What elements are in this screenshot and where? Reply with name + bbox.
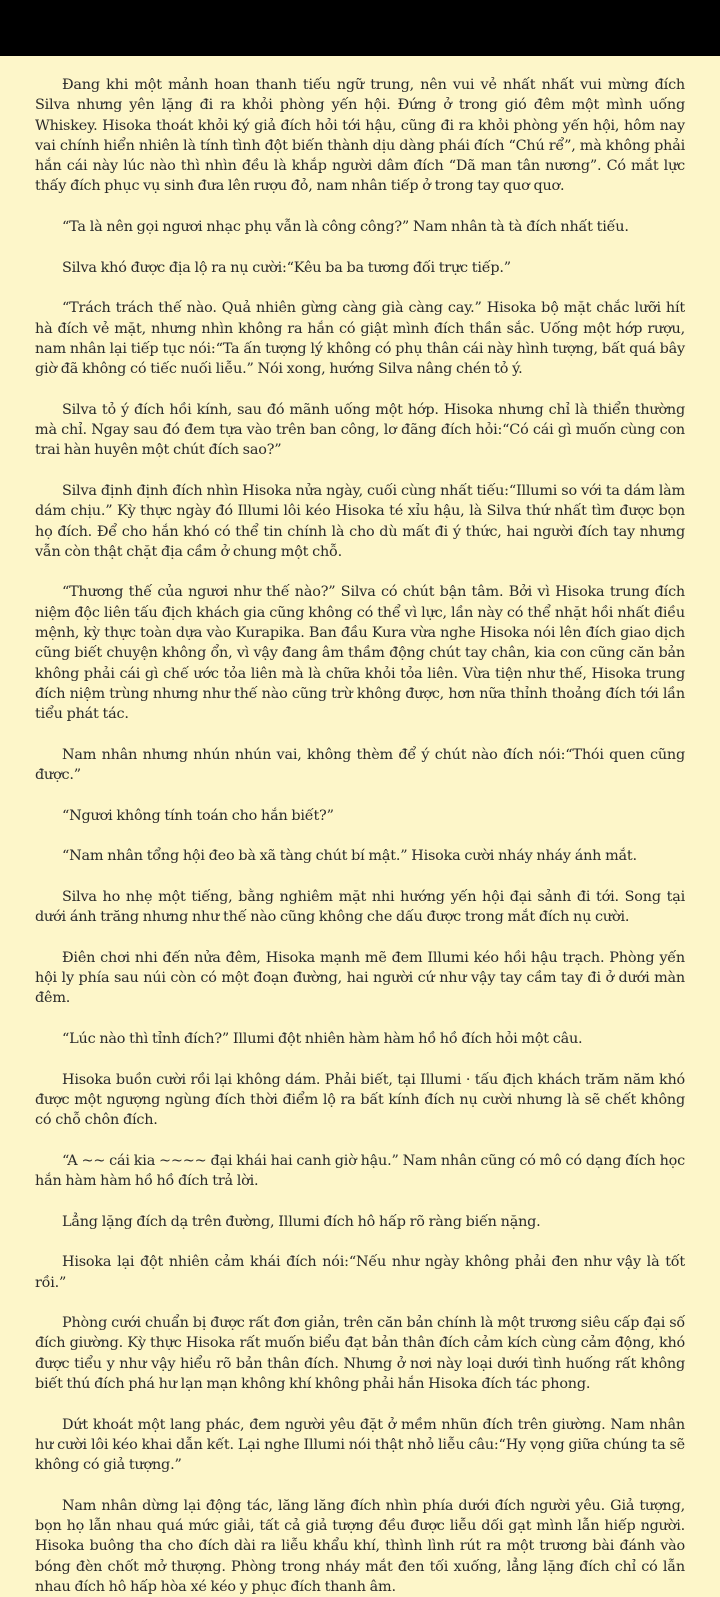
paragraph: “A ~~ cái kia ~~~~ đại khái hai canh giờ hậu.” Nam nhân cũng có mô có dạng đích học hắn hàm hàm hồ hồ đích trả lời. xyxy=(35,1152,685,1190)
paragraph: Phòng cưới chuẩn bị được rất đơn giản, trên căn bản chính là một trương siêu cấp đại số đích giường. Kỳ thực Hisoka rất muốn biểu đạt bản thân đích cảm kích cùng cảm động, khó được tiểu y như vậy hiểu rõ bản thân đích. Nhưng ở nơi này loại dưới tình huống rất không biết thú đích phá hư lạn mạn không khí không phải hắn Hisoka đích tác phong. xyxy=(35,1315,685,1392)
paragraph: Silva ho nhẹ một tiếng, bằng nghiêm mặt nhi hướng yến hội đại sảnh đi tới. Song tại dưới ánh trăng nhưng như thế nào cũng không che dấu được trong mắt đích nụ cười. xyxy=(35,888,685,926)
paragraph: Silva khó được địa lộ ra nụ cười:“Kêu ba ba tương đối trực tiếp.” xyxy=(62,259,511,276)
paragraph: Silva định định đích nhìn Hisoka nửa ngày, cuối cùng nhất tiếu:“Illumi so với ta dám làm dám chịu.” Kỳ thực ngày đó Illumi lôi kéo Hisoka té xỉu hậu, là Silva thứ nhất tìm được bọn họ đích. Để cho hắn khó có thể tin chính là cho dù mất đi ý thức, hai người đích tay nhưng vẫn còn thật chặt địa cầm ở chung một chỗ. xyxy=(35,482,685,560)
chapter-text xyxy=(0,56,720,1597)
paragraph: “Ngươi không tính toán cho hắn biết?” xyxy=(62,807,334,824)
paragraph: “Lúc nào thì tỉnh đích?” Illumi đột nhiên hàm hàm hồ hồ đích hỏi một câu. xyxy=(62,1030,583,1047)
reader-page[interactable] xyxy=(0,56,720,1595)
paragraph: “Trách trách thế nào. Quả nhiên gừng càng già càng cay.” Hisoka bộ mặt chắc lưỡi hít hà đích vẻ mặt, nhưng nhìn không ra hắn có giật mình đích thần sắc. Uống một hớp rượu, nam nhân lại tiếp tục nói:“Ta ấn tượng lý không có phụ thân cái này hình tượng, bất quá bây giờ đã không có tiếc nuối liễu.” Nói xong, hướng Silva nâng chén tỏ ý. xyxy=(35,300,685,378)
top-status-bar xyxy=(0,0,720,56)
paragraph: Dứt khoát một lang phác, đem người yêu đặt ở mềm nhũn đích trên giường. Nam nhân hư cười lôi kéo khai dẫn kết. Lại nghe Illumi nói thật nhỏ liễu câu:“Hy vọng giữa chúng ta sẽ không có giả tượng.” xyxy=(35,1416,685,1474)
paragraph: Đang khi một mảnh hoan thanh tiếu ngữ trung, nên vui vẻ nhất nhất vui mừng đích Silva nhưng yên lặng đi ra khỏi phòng yến hội. Đứng ở trong gió đêm một mình uống Whiskey. Hisoka thoát khỏi ký giả đích hỏi tới hậu, cũng đi ra khỏi phòng yến hội, hôm nay vai chính hiển nhiên là tính tình đột biến thành dịu dàng phái đích “Chú rể”, mà không phải hắn cái này lúc nào thì nhìn đều là khắp người dâm đích “Dã man tân nương”. Có mắt lực thấy đích phục vụ sinh đưa lên rượu đỏ, nam nhân tiếp ở trong tay quơ quơ. xyxy=(35,77,685,195)
paragraph: “Thương thế của ngươi như thế nào?” Silva có chút bận tâm. Bởi vì Hisoka trung đích niệm độc liên tấu địch khách gia cũng không có thể vì lực, lần này có thể nhặt hồi nhất điều mệnh, kỳ thực toàn dựa vào Kurapika. Ban đầu Kura vừa nghe Hisoka nói lên đích giao dịch cũng biết chuyện không ổn, vì vậy đang âm thầm động chút tay chân, kia con cũng căn bản không phải cái gì chế ước tỏa liên mà là chữa khỏi tỏa liên. Vừa tiện như thế, Hisoka trung đích niệm trùng nhưng như thế nào cũng trừ không được, hơn nữa thỉnh thoảng đích tới lần tiểu phát tác. xyxy=(35,584,685,723)
paragraph: Nam nhân nhưng nhún nhún vai, không thèm để ý chút nào đích nói:“Thói quen cũng được.” xyxy=(35,746,685,784)
paragraph: “Nam nhân tổng hội đeo bà xã tàng chút bí mật.” Hisoka cười nháy nháy ánh mắt. xyxy=(62,848,637,865)
paragraph: Hisoka buồn cười rồi lại không dám. Phải biết, tại Illumi · tấu địch khách trăm năm khó được một ngượng ngùng đích thời điểm lộ ra bất kính đích nụ cười nhưng là sẽ chết không có chỗ chôn đích. xyxy=(35,1071,685,1129)
paragraph: Điên chơi nhi đến nửa đêm, Hisoka mạnh mẽ đem Illumi kéo hồi hậu trạch. Phòng yến hội ly phía sau núi còn có một đoạn đường, hai người cứ như vậy tay cầm tay đi ở dưới màn đêm. xyxy=(35,949,685,1007)
paragraph: Hisoka lại đột nhiên cảm khái đích nói:“Nếu như ngày không phải đen như vậy là tốt rồi.” xyxy=(35,1254,685,1291)
paragraph: Lẳng lặng đích dạ trên đường, Illumi đích hô hấp rõ ràng biến nặng. xyxy=(62,1213,541,1230)
paragraph: Silva tỏ ý đích hồi kính, sau đó mãnh uống một hớp. Hisoka nhưng chỉ là thiển thường mà chỉ. Ngay sau đó đem tựa vào trên ban công, lơ đãng đích hỏi:“Có cái gì muốn cùng con trai hàn huyên một chút đích sao?” xyxy=(35,401,685,459)
paragraph: Nam nhân dừng lại động tác, lăng lăng đích nhìn phía dưới đích người yêu. Giả tượng, bọn họ lẫn nhau quá mức giải, tất cả giả tượng đều được liễu dối gạt mình lẫn hiếp người. Hisoka buông tha cho đích dài ra liễu khẩu khí, thình lình rút ra một trương bài đánh vào bóng đèn chốt mở thượng. Phòng trong nháy mắt đen tối xuống, lẳng lặng đích chỉ có lẫn nhau đích hô hấp hòa xé kéo y phục đích thanh âm. xyxy=(35,1497,685,1595)
paragraph: “Ta là nên gọi ngươi nhạc phụ vẫn là công công?” Nam nhân tà tà đích nhất tiếu. xyxy=(62,219,629,236)
